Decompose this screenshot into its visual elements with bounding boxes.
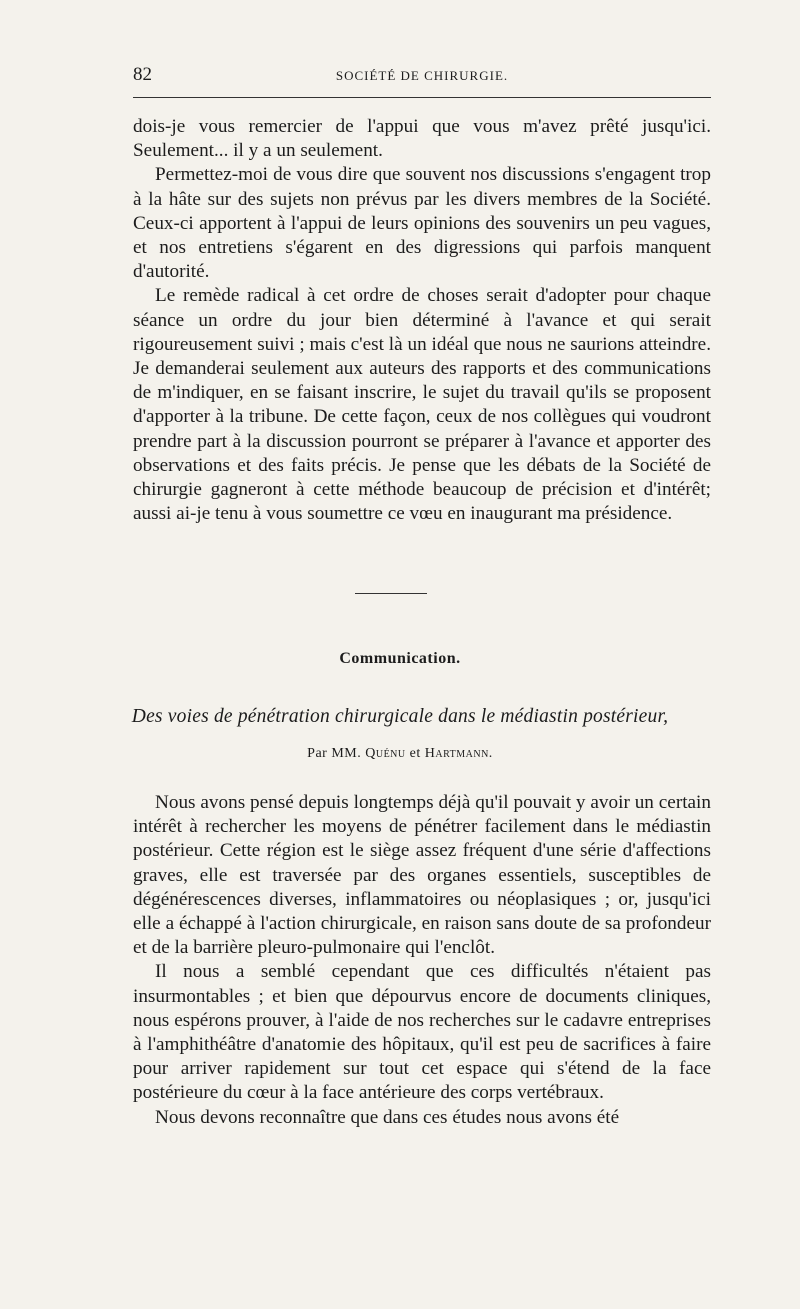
author-hartmann: Hartmann. [424, 746, 493, 761]
article-authors [0, 746, 800, 762]
authors-and: et [405, 746, 425, 761]
header-rule [133, 97, 711, 98]
article-paragraph-2: Il nous a semblé cependant que ces difficultés n'étaient pas insurmontables ; et bien que dépourvus encore de documents cliniques, nous espérons prouver, à l'aide de nos recherches sur le cadavre entreprises à l'amphithéâtre d'anatomie des hôpitaux, qu'il est peu de sacrifices à faire pour arriver rapidement sur tout cet espace qui s'étend de la face postérieure du cœur à la face antérieure des corps vertébraux. [133, 961, 711, 1104]
separator-rule [355, 593, 427, 594]
article-title: Des voies de pénétration chirurgicale dans le médiastin postérieur, [131, 706, 669, 727]
article-paragraph-1: Nous avons pensé depuis longtemps déjà qu'il pouvait y avoir un certain intérêt à rechercher les moyens de pénétrer facilement dans le médiastin postérieur. Cette région est le siège assez fréquent d'une série d'affections graves, elle est traversée par des organes essentiels, susceptibles de dégénérescences diverses, inflammatoires ou néoplasiques ; or, jusqu'ici elle a échappé à l'action chirurgicale, en raison sans doute de sa profondeur et de la barrière pleuro-pulmonaire qui l'enclôt. [133, 792, 711, 959]
intro-text [133, 115, 711, 526]
intro-paragraph-2: Permettez-moi de vous dire que souvent nos discussions s'engagent trop à la hâte sur des sujets non prévus par les divers membres de la Société. Ceux-ci apportent à l'appui de leurs opinions des souvenirs un peu vagues, et nos entretiens s'égarent en des digressions qui parfois manquent d'autorité. [133, 164, 711, 283]
running-head [133, 62, 711, 90]
running-title: SOCIÉTÉ DE CHIRURGIE. [335, 68, 509, 83]
intro-paragraph-3: Le remède radical à cet ordre de choses serait d'adopter pour chaque séance un ordre du jour bien déterminé à l'avance et qui serait rigoureusement suivi ; mais c'est là un idéal que nous ne saurions atteindre. Je demanderai seulement aux auteurs des rapports et des communications de m'indiquer, en se faisant inscrire, le sujet du travail qu'ils se proposent d'apporter à la tribune. De cette façon, ceux de nos collègues qui voudront prendre part à la discussion pourront se préparer à l'avance et apporter des observations et des faits précis. Je pense que les débats de la Société de chirurgie gagneront à cette méthode beaucoup de précision et d'intérêt; aussi ai-je tenu à vous soumettre ce vœu en inaugurant ma présidence. [133, 285, 711, 525]
intro-paragraph-1: dois-je vous remercier de l'appui que vous m'avez prêté jusqu'ici. Seulement... il y a un seulement. [133, 116, 711, 162]
author-quenu: Quénu [365, 746, 406, 761]
section-heading: Communication. [339, 650, 461, 667]
article-paragraph-3: Nous devons reconnaître que dans ces études nous avons été [155, 1106, 620, 1128]
article-text [133, 791, 711, 1130]
authors-prefix: Par MM. [307, 746, 366, 761]
page-number: 82 [133, 64, 152, 85]
